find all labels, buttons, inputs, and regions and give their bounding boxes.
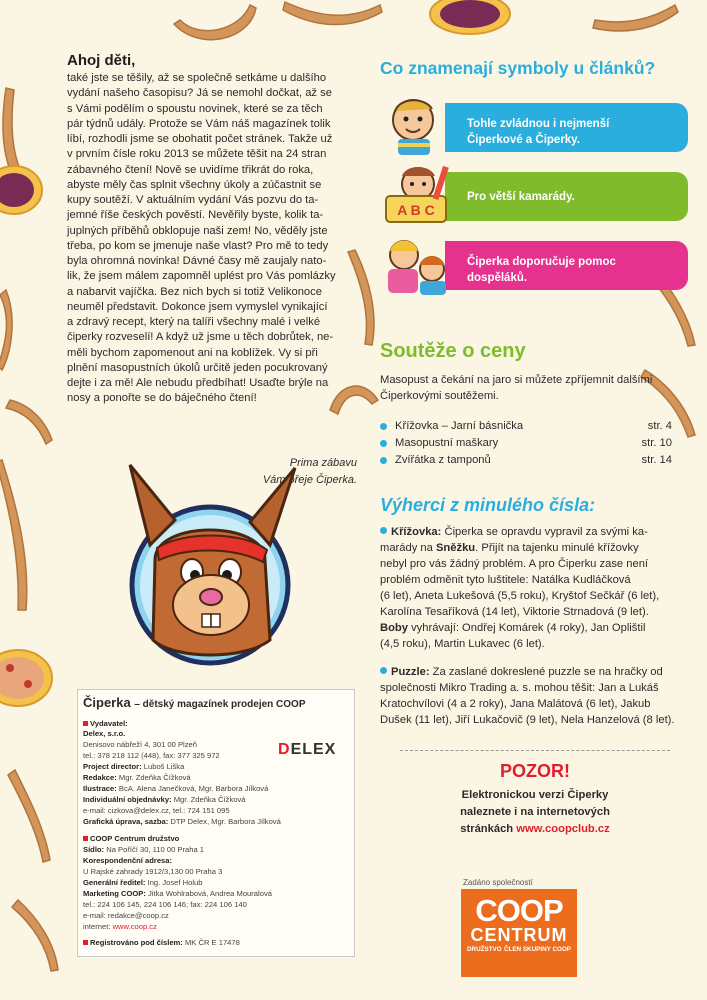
contest-name: Zvířátka z tamponů [395, 454, 491, 466]
puzzle-label: Puzzle: [391, 666, 430, 678]
impressum-line [83, 845, 204, 855]
intro-line: také jste se těšily, až se společně setkáme u dalšího [67, 72, 327, 84]
symbol-box-older [445, 172, 688, 221]
bullet-dot-icon [380, 457, 387, 464]
contest-item [380, 420, 672, 432]
impressum-value: Mgr. Zdeňka Čížková [173, 795, 246, 804]
crossword-place: Sněžku [435, 542, 476, 554]
notice-title: POZOR! [500, 761, 570, 781]
impressum-box [77, 689, 355, 957]
intro-line: líbí, rozhodli jsme se obohatit počet stránek. Takže už [67, 133, 333, 145]
bullet-dot-icon [380, 667, 387, 674]
impressum-label: internet: [83, 922, 111, 931]
impressum-label: Vydavatel: [90, 719, 128, 728]
symbol-box-line: Tohle zvládnou i nejmenší [467, 118, 610, 130]
intro-line: lik, že jsem málem zapomněl uplést pro Vás pomlázky [67, 270, 336, 283]
impressum-label: COOP Centrum družstvo [90, 834, 180, 843]
impressum-value: BcA. Alena Janečková, Mgr. Barbora Jílková [118, 784, 269, 793]
notice-box [400, 750, 670, 838]
impressum-line [83, 762, 184, 772]
impressum-line [83, 834, 179, 844]
intro-line: v prvním čísle roku 2013 se můžete těšit na 24 stran [67, 148, 327, 161]
notice-line-text: stránkách [460, 823, 514, 835]
impressum-line: Denisovo nábřeží 4, 301 00 Plzeň [83, 740, 197, 749]
impressum-line: U Rajské zahrady 1912/3,130 00 Praha 3 [83, 867, 223, 876]
impressum-label: Redakce: [83, 773, 117, 782]
impressum-line [83, 729, 125, 739]
impressum-line [83, 795, 245, 805]
intro-line: třeba, po kom se jmenuje naše vlast? Pro mě to tedy [67, 239, 329, 252]
parent-child-icon [380, 233, 456, 295]
winners-line [380, 540, 677, 556]
intro-line: nosy a ponořte se do báječného čtení! [67, 392, 257, 405]
impressum-value: Na Poříčí 30, 110 00 Praha 1 [106, 845, 205, 854]
coop-website-link[interactable]: www.coop.cz [112, 922, 157, 931]
impressum-label: Individuální objednávky: [83, 795, 172, 804]
notice-line [400, 821, 670, 838]
intro-line: byla ohromná novinka! Dávné časy mě zaujaly nato- [67, 255, 327, 267]
intro-line: plnění masopustních úkolů určitě jeden pocukrovaný [67, 361, 328, 374]
winners-line [380, 524, 677, 540]
bullet-dot-icon [380, 423, 387, 430]
impressum-line: tel.: 224 106 145, 224 106 146; fax: 224 106 140 [83, 900, 247, 909]
impressum-line [83, 922, 157, 932]
winners-text: marády na [380, 542, 433, 554]
coop-logo-line-1: COOP [475, 893, 563, 928]
intro-line: vydání našeho časopisu? Já se nemohl dočkat, až se [67, 87, 332, 100]
coop-logo-right: ČLEN SKUPINY COOP [503, 946, 571, 953]
boby-label: Boby [380, 622, 408, 634]
intro-line: a nabarvit vajíčka. Bez nich bych si totiž Velikonoce [67, 285, 322, 298]
impressum-line [83, 889, 272, 899]
symbol-box-line: Čiperka doporučuje pomoc [467, 256, 616, 268]
symbol-box-line: Pro větší kamarády. [467, 191, 575, 203]
impressum-label: Sídlo: [83, 845, 105, 854]
ordered-by-label: Zadáno společností [463, 878, 533, 887]
symbol-box-adult-help [445, 241, 688, 290]
square-bullet-icon [83, 940, 88, 945]
impressum-value: Jitka Wohlrabová, Andrea Mouralová [148, 889, 272, 898]
square-bullet-icon [83, 721, 88, 726]
intro-line: a zdravý recept, který na talíři všechny malé i velké [67, 316, 321, 328]
symbols-heading: Co znamenají symboly u článků? [380, 58, 656, 78]
magazine-subtitle: – dětský magazínek prodejen COOP [134, 699, 306, 710]
impressum-label: Project director: [83, 762, 142, 771]
intro-line: juplných příběhů obklopuje naši zem! No, věděly jste [67, 224, 328, 237]
contests-intro-line: Masopust a čekání na jaro si můžete zpříjemnit dalšími [380, 374, 653, 386]
squirrel-mascot-illustration [95, 450, 335, 680]
impressum-line [83, 817, 281, 827]
impressum-label: Grafická úprava, sazba: [83, 817, 169, 826]
intro-line: čiperky rozveselí! A když už jsme u těch dobrůtek, ne- [67, 331, 334, 344]
notice-line: Elektronickou verzi Čiperky [461, 789, 609, 801]
impressum-label: Ilustrace: [83, 784, 117, 793]
winners-puzzle [380, 664, 677, 728]
winners-line: (4,5 roku), Martin Lukavec (6 let). [380, 638, 545, 650]
coop-centrum-logo [461, 889, 577, 977]
intro-line: kupy soutěží. V aktuálním vydání Vás pozvu do ta- [67, 194, 319, 206]
impressum-line: e-mail: redakce@coop.cz [83, 911, 169, 920]
impressum-line [83, 719, 128, 729]
intro-line: pár týdnů udály. Protože se Vám náš magazínek tolik [67, 117, 331, 130]
contests-heading: Soutěže o ceny [380, 340, 526, 362]
impressum-value: Mgr. Zdeňka Čížková [118, 773, 191, 782]
contests-intro [380, 373, 680, 404]
winners-text: Za zaslané dokreslené puzzle se na hračky od [432, 666, 663, 678]
contest-page: str. 10 [641, 437, 672, 449]
coopclub-link[interactable]: www.coopclub.cz [516, 823, 610, 835]
impressum-value: MK ČR E 17478 [184, 938, 240, 947]
square-bullet-icon [83, 836, 88, 841]
impressum-line: tel.: 378 218 112 (448), fax: 377 325 972 [83, 751, 220, 760]
intro-line: dejte i za mě! Ale nebudu předbíhat! Usaďte brýle na [67, 377, 329, 389]
impressum-line: e-mail: cizkova@delex.cz, tel.: 724 151 095 [83, 806, 230, 815]
abc-blocks-icon [380, 162, 456, 224]
coop-logo-line-3 [461, 946, 577, 953]
impressum-line [83, 856, 172, 866]
signoff-line-1: Prima zábavu [289, 457, 357, 469]
intro-letter [67, 71, 359, 407]
bullet-dot-icon [380, 440, 387, 447]
signoff-line-2: Vám přeje Čiperka. [262, 474, 357, 486]
winners-line [380, 664, 677, 680]
contest-page: str. 4 [647, 420, 672, 432]
impressum-label: Korespondenční adresa: [83, 856, 173, 865]
symbol-box-line: Čiperkové a Čiperky. [467, 134, 580, 146]
bullet-dot-icon [380, 527, 387, 534]
notice-line: naleznete i na internetových [460, 806, 610, 818]
winners-line: (6 let), Aneta Lukešová (5,5 roku), Kryštof Sečkář (6 let), [380, 590, 660, 602]
winners-line [380, 620, 677, 636]
impressum-value: Luboš Liška [143, 762, 185, 771]
contest-name: Křížovka – Jarní básnička [395, 420, 524, 432]
abc-icon-letters: A B C [397, 202, 435, 218]
impressum-line [83, 878, 202, 888]
intro-line: neuměl představit. Dokonce jsem vymyslel vynikající [67, 300, 328, 313]
impressum-label: Registrováno pod číslem: [90, 938, 183, 947]
coop-logo-line-2: CENTRUM [470, 925, 568, 945]
winners-line: společnosti Mikro Trading a. s. mohou těšit: Jan a Lukáš [380, 682, 659, 694]
contest-page: str. 14 [641, 454, 672, 466]
winners-crossword [380, 524, 677, 652]
impressum-label: Marketing COOP: [83, 889, 146, 898]
intro-line: měli bychom zapomenout ani na koblížek. Vy si při [67, 346, 318, 359]
winners-line: Dušek (11 let), Jiří Lukačovič (9 let), Nela Hanzelová (8 let). [380, 714, 675, 726]
winners-text: vyhrávají: Ondřej Komárek (4 roky), Jan Oplištil [411, 622, 646, 634]
intro-line: abyste měly čas splnit všechny úkoly a zúčastnit se [67, 178, 322, 191]
winners-line: Karolína Tesaříková (14 let), Viktorie Strnadová (9 let). [380, 606, 649, 618]
impressum-value: Ing. Josef Holub [147, 878, 203, 887]
impressum-line [83, 938, 240, 948]
winners-line: Kratochvílovi (4 a 2 roky), Jana Malátová (6 let), Jakub [380, 698, 651, 710]
winners-text: Čiperka se opravdu vypravil za svými ka- [444, 526, 648, 538]
impressum-label: Generální ředitel: [83, 878, 146, 887]
winners-text: . Přijít na tajenku minulé křížovky [475, 542, 639, 554]
symbol-box-line: dospěláků. [467, 272, 528, 284]
winners-heading: Výherci z minulého čísla: [380, 495, 596, 515]
delex-logo-rest: ELEX [290, 741, 337, 758]
impressum-value: DTP Delex, Mgr. Barbora Jílková [170, 817, 281, 826]
intro-line: jemné říše českých pověstí. Nevěřily byste, kolik ta- [67, 209, 324, 222]
winners-line: problém odměnit tyto luštitele: Natálka Kudláčková [380, 574, 631, 586]
impressum-line [83, 784, 268, 794]
intro-line: zábavného čtení! Nově se uvidíme třikrát do roka, [67, 163, 314, 176]
impressum-value: Delex, s.r.o. [83, 729, 126, 738]
toddler-icon [380, 93, 456, 155]
intro-line: s Vámi podělím o spoustu novinek, které se za těch [67, 102, 323, 115]
coop-logo-left: DRUŽSTVO [467, 946, 502, 953]
symbol-box-youngest [445, 103, 688, 152]
contests-intro-line: Čiperkovými soutěžemi. [380, 389, 499, 402]
notice-text [400, 787, 670, 838]
intro-greeting: Ahoj děti, [67, 52, 136, 69]
contest-item [380, 454, 672, 466]
contest-item [380, 437, 672, 449]
crossword-label: Křížovka: [391, 526, 442, 538]
impressum-title [83, 695, 306, 710]
winners-line: nebyl pro vás žádný problém. A pro Čiperku zase není [380, 558, 649, 570]
delex-logo-letter: D [278, 741, 291, 758]
impressum-line [83, 773, 191, 783]
magazine-name: Čiperka [83, 695, 131, 710]
contest-name: Masopustní maškary [395, 437, 499, 449]
delex-logo [278, 741, 336, 759]
